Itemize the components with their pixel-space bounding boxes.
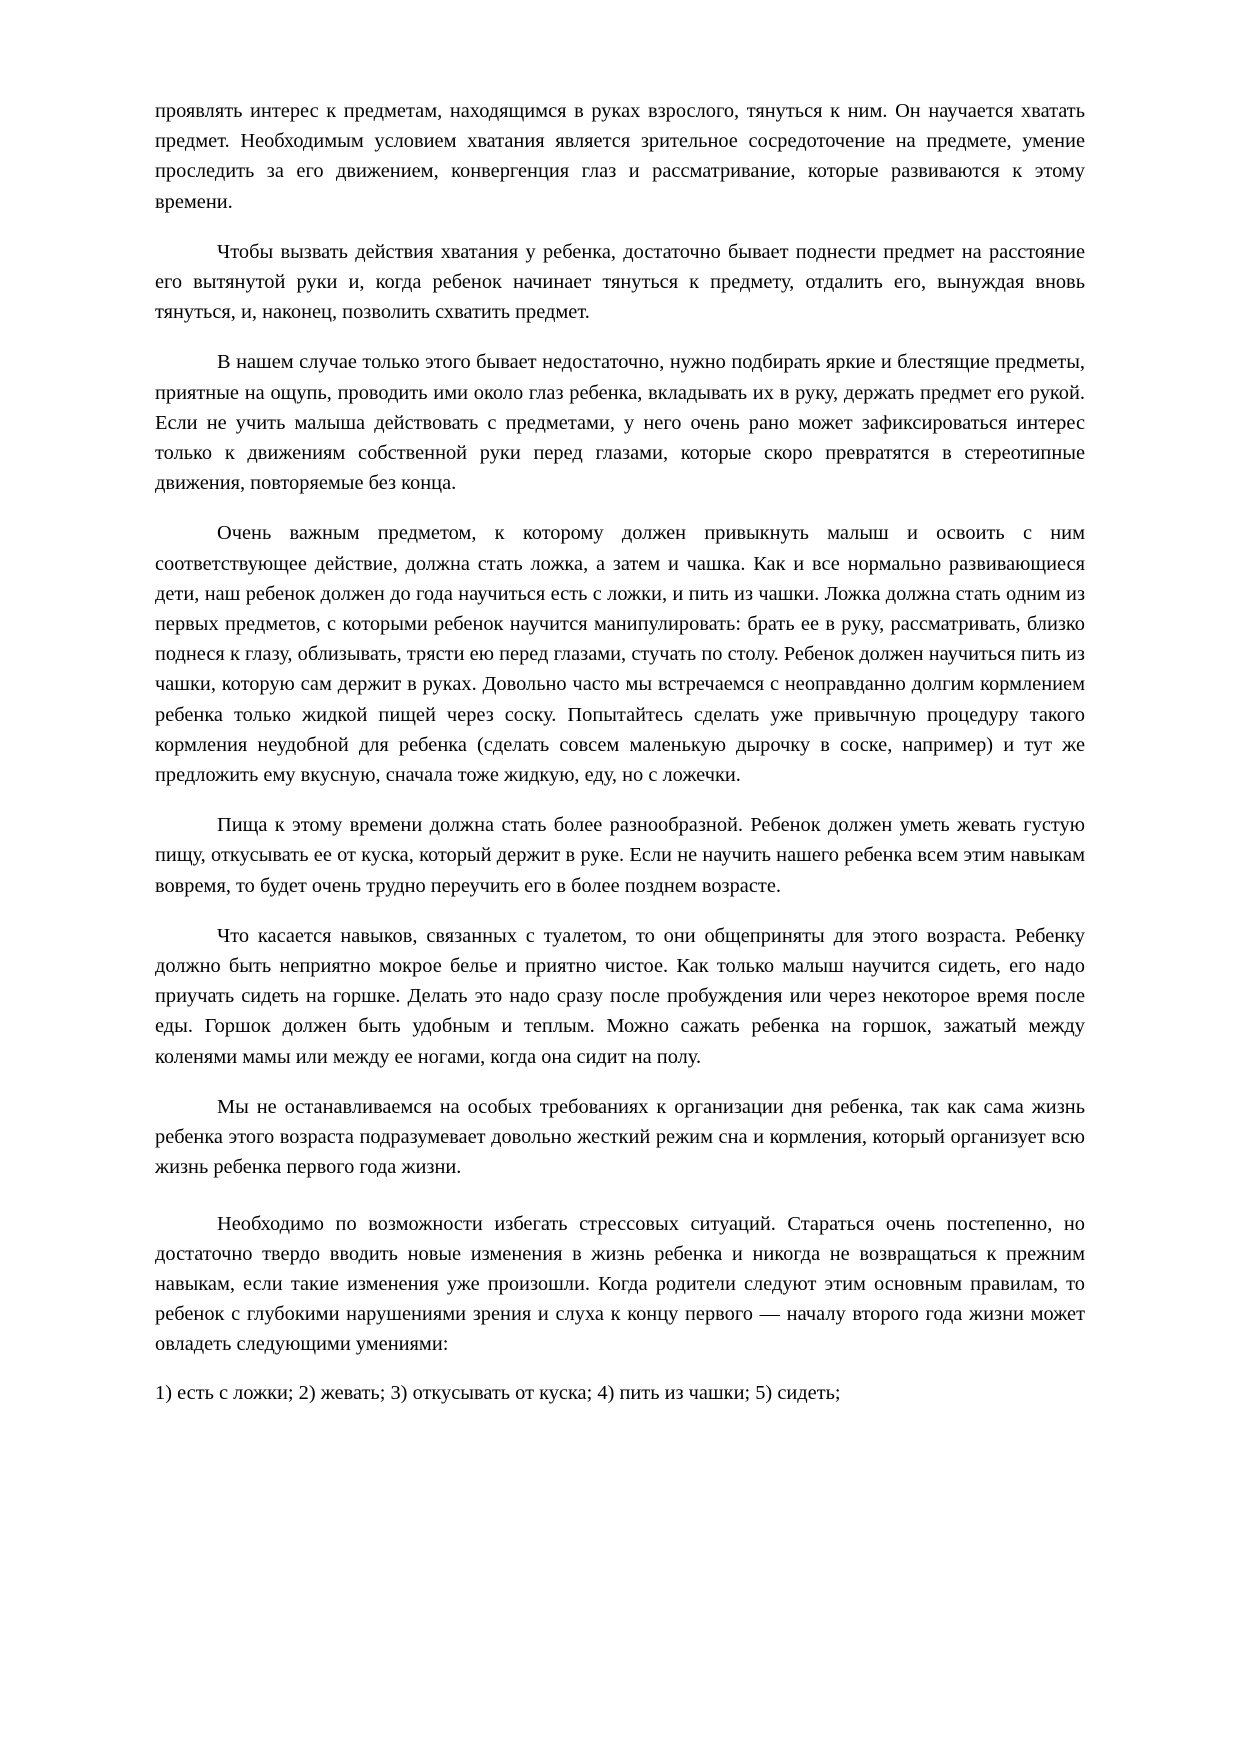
paragraph-spoon-and-cup: Очень важным предметом, к которому должен привыкнуть малыш и освоить с ним соответствующее действие, должна стать ложка, а затем и чашка. Как и все нормально развивающиеся дети, наш ребенок должен до года научиться есть с ложки, и пить из чашки. Ложка должна стать одним из первых предметов, с которыми ребенок научится манипулировать: брать ее в руку, рассматривать, близко поднеся к глазу, облизывать, трясти ею перед глазами, стучать по столу. Ребенок должен научиться пить из чашки, которую сам держит в руках. Довольно часто мы встречаемся с неоправданно долгим кормлением ребенка только жидкой пищей через соску. Попытайтесь сделать уже привычную процедуру такого кормления неудобной для ребенка (сделать совсем маленькую дырочку в соске, например) и тут же предложить ему вкусную, сначала тоже жидкую, еду, но с ложечки. bbox=[155, 522, 1085, 787]
paragraph-evoke-grasping: Чтобы вызвать действия хватания у ребенка, достаточно бывает поднести предмет на расстояние его вытянутой руки и, когда ребенок начинает тянуться к предмету, отдалить его, вынуждая вновь тянуться, и, наконец, позволить схватить предмет. bbox=[155, 240, 1085, 324]
paragraph-varied-food: Пища к этому времени должна стать более разнообразной. Ребенок должен уметь жевать густую пищу, откусывать ее от куска, который держит в руке. Если не научить нашего ребенка всем этим навыкам вовремя, то будет очень трудно переучить его в более позднем возрасте. bbox=[155, 814, 1085, 897]
paragraph-our-case-bright-objects: В нашем случае только этого бывает недостаточно, нужно подбирать яркие и блестящие предметы, приятные на ощупь, проводить ими около глаз ребенка, вкладывать их в руку, держать предмет его рукой. Если не учить малыша действовать с предметами, у него очень рано может зафиксироваться интерес только к движениям собственной руки перед глазами, которые скоро превратятся в стереотипные движения, повторяемые без конца. bbox=[155, 351, 1085, 495]
paragraph-daily-routine: Мы не останавливаемся на особых требованиях к организации дня ребенка, так как сама жизнь ребенка этого возраста подразумевает довольно жесткий режим сна и кормления, который организует всю жизнь ребенка первого года жизни. bbox=[155, 1095, 1085, 1179]
paragraph-avoid-stress: Необходимо по возможности избегать стрессовых ситуаций. Стараться очень постепенно, но достаточно твердо вводить новые изменения в жизнь ребенка и никогда не возвращаться к прежним навыкам, если такие изменения уже произошли. Когда родители следуют этим основным правилам, то ребенок с глубокими нарушениями зрения и слуха к концу первого — началу второго года жизни может овладеть следующими умениями: bbox=[155, 1212, 1085, 1356]
paragraph-grasping-interest: проявлять интерес к предметам, находящимся в руках взрослого, тянуться к ним. Он научается хватать предмет. Необходимым условием хватания является зрительное сосредоточение на предмете, умение проследить за его движением, конвергенция глаз и рассматривание, которые развиваются к этому времени. bbox=[155, 100, 1085, 213]
paragraph-toilet-skills: Что касается навыков, связанных с туалетом, то они общеприняты для этого возраста. Ребенку должно быть неприятно мокрое белье и приятно чистое. Как только малыш научится сидеть, его надо приучать сидеть на горшке. Делать это надо сразу после пробуждения или через некоторое время после еды. Горшок должен быть удобным и теплым. Можно сажать ребенка на горшок, зажатый между коленями мамы или между ее ногами, когда она сидит на полу. bbox=[155, 924, 1085, 1068]
text-column bbox=[155, 96, 1085, 1408]
skills-enumeration: 1) есть с ложки; 2) жевать; 3) откусывать от куска; 4) пить из чашки; 5) сидеть; bbox=[155, 1381, 841, 1404]
